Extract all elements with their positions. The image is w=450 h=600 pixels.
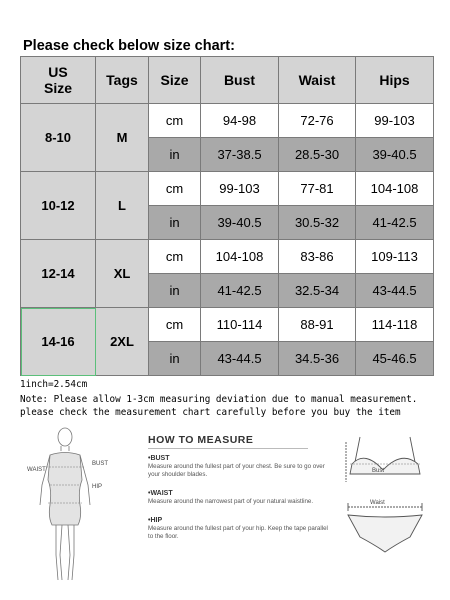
waist-cell: 72-76 xyxy=(279,104,356,138)
hips-cell: 39-40.5 xyxy=(356,138,434,172)
hip-instruction xyxy=(148,517,328,541)
figure-hip-label: HIP xyxy=(92,484,103,490)
waist-instruction-heading: •WAIST xyxy=(148,490,173,497)
figure-bust-label: BUST xyxy=(92,461,109,467)
unit-cell: cm xyxy=(149,172,201,206)
header-hips: Hips xyxy=(356,57,434,104)
waist-cell: 28.5-30 xyxy=(279,138,356,172)
tag-cell: XL xyxy=(96,240,149,308)
waist-cell: 77-81 xyxy=(279,172,356,206)
header-bust: Bust xyxy=(201,57,279,104)
page-title: Please check below size chart: xyxy=(23,38,235,54)
tag-cell: M xyxy=(96,104,149,172)
unit-cell: cm xyxy=(149,240,201,274)
tag-cell: L xyxy=(96,172,149,240)
divider xyxy=(148,448,308,449)
header-waist: Waist xyxy=(279,57,356,104)
unit-cell: in xyxy=(149,274,201,308)
bust-instruction-text: Measure around the fullest part of your chest. Be sure to go over your shoulder blades. xyxy=(148,463,325,478)
header-tags: Tags xyxy=(96,57,149,104)
us-size-cell: 10-12 xyxy=(21,172,96,240)
waist-cell: 30.5-32 xyxy=(279,206,356,240)
unit-cell: in xyxy=(149,138,201,172)
brief-waist-label: Waist xyxy=(370,500,385,506)
tag-cell: 2XL xyxy=(96,308,149,376)
table-row xyxy=(21,308,434,342)
bra-bust-label: Bust xyxy=(372,468,385,474)
header-us-size: US Size xyxy=(21,57,96,104)
figure-waist-label: WAIST xyxy=(27,467,46,473)
bust-instruction xyxy=(148,455,328,479)
unit-cell: cm xyxy=(149,104,201,138)
waist-instruction xyxy=(148,490,328,506)
table-row xyxy=(21,104,434,138)
waist-instruction-text: Measure around the narrowest part of your natural waistline. xyxy=(148,498,314,505)
us-size-cell: 14-16 xyxy=(21,308,96,376)
how-to-measure-title: HOW TO MEASURE xyxy=(148,434,254,446)
us-size-cell: 8-10 xyxy=(21,104,96,172)
unit-cell: in xyxy=(149,206,201,240)
inch-conversion-note: 1inch=2.54cm xyxy=(20,379,88,390)
table-row xyxy=(21,240,434,274)
size-chart-table xyxy=(20,56,434,376)
bra-illustration xyxy=(340,432,430,492)
unit-cell: in xyxy=(149,342,201,376)
bust-cell: 94-98 xyxy=(201,104,279,138)
bust-cell: 110-114 xyxy=(201,308,279,342)
hips-cell: 41-42.5 xyxy=(356,206,434,240)
waist-cell: 88-91 xyxy=(279,308,356,342)
measurement-check-note: please check the measurement chart carefully before you buy the item xyxy=(20,407,401,418)
hips-cell: 45-46.5 xyxy=(356,342,434,376)
unit-cell: cm xyxy=(149,308,201,342)
table-header-row xyxy=(21,57,434,104)
us-size-cell: 12-14 xyxy=(21,240,96,308)
bust-cell: 43-44.5 xyxy=(201,342,279,376)
waist-cell: 32.5-34 xyxy=(279,274,356,308)
bust-cell: 37-38.5 xyxy=(201,138,279,172)
hips-cell: 114-118 xyxy=(356,308,434,342)
hips-cell: 109-113 xyxy=(356,240,434,274)
header-size: Size xyxy=(149,57,201,104)
hips-cell: 43-44.5 xyxy=(356,274,434,308)
hip-instruction-heading: •HIP xyxy=(148,517,163,524)
deviation-note: Note: Please allow 1-3cm measuring deviation due to manual measurement. xyxy=(20,394,418,405)
bust-cell: 39-40.5 xyxy=(201,206,279,240)
brief-illustration xyxy=(340,497,430,557)
body-figure-illustration xyxy=(20,425,130,585)
hip-instruction-text: Measure around the fullest part of your hip. Keep the tape parallel to the floor. xyxy=(148,525,328,540)
table-row xyxy=(21,172,434,206)
hips-cell: 104-108 xyxy=(356,172,434,206)
waist-cell: 83-86 xyxy=(279,240,356,274)
waist-cell: 34.5-36 xyxy=(279,342,356,376)
bust-cell: 104-108 xyxy=(201,240,279,274)
hips-cell: 99-103 xyxy=(356,104,434,138)
bust-cell: 41-42.5 xyxy=(201,274,279,308)
bust-cell: 99-103 xyxy=(201,172,279,206)
bust-instruction-heading: •BUST xyxy=(148,455,170,462)
